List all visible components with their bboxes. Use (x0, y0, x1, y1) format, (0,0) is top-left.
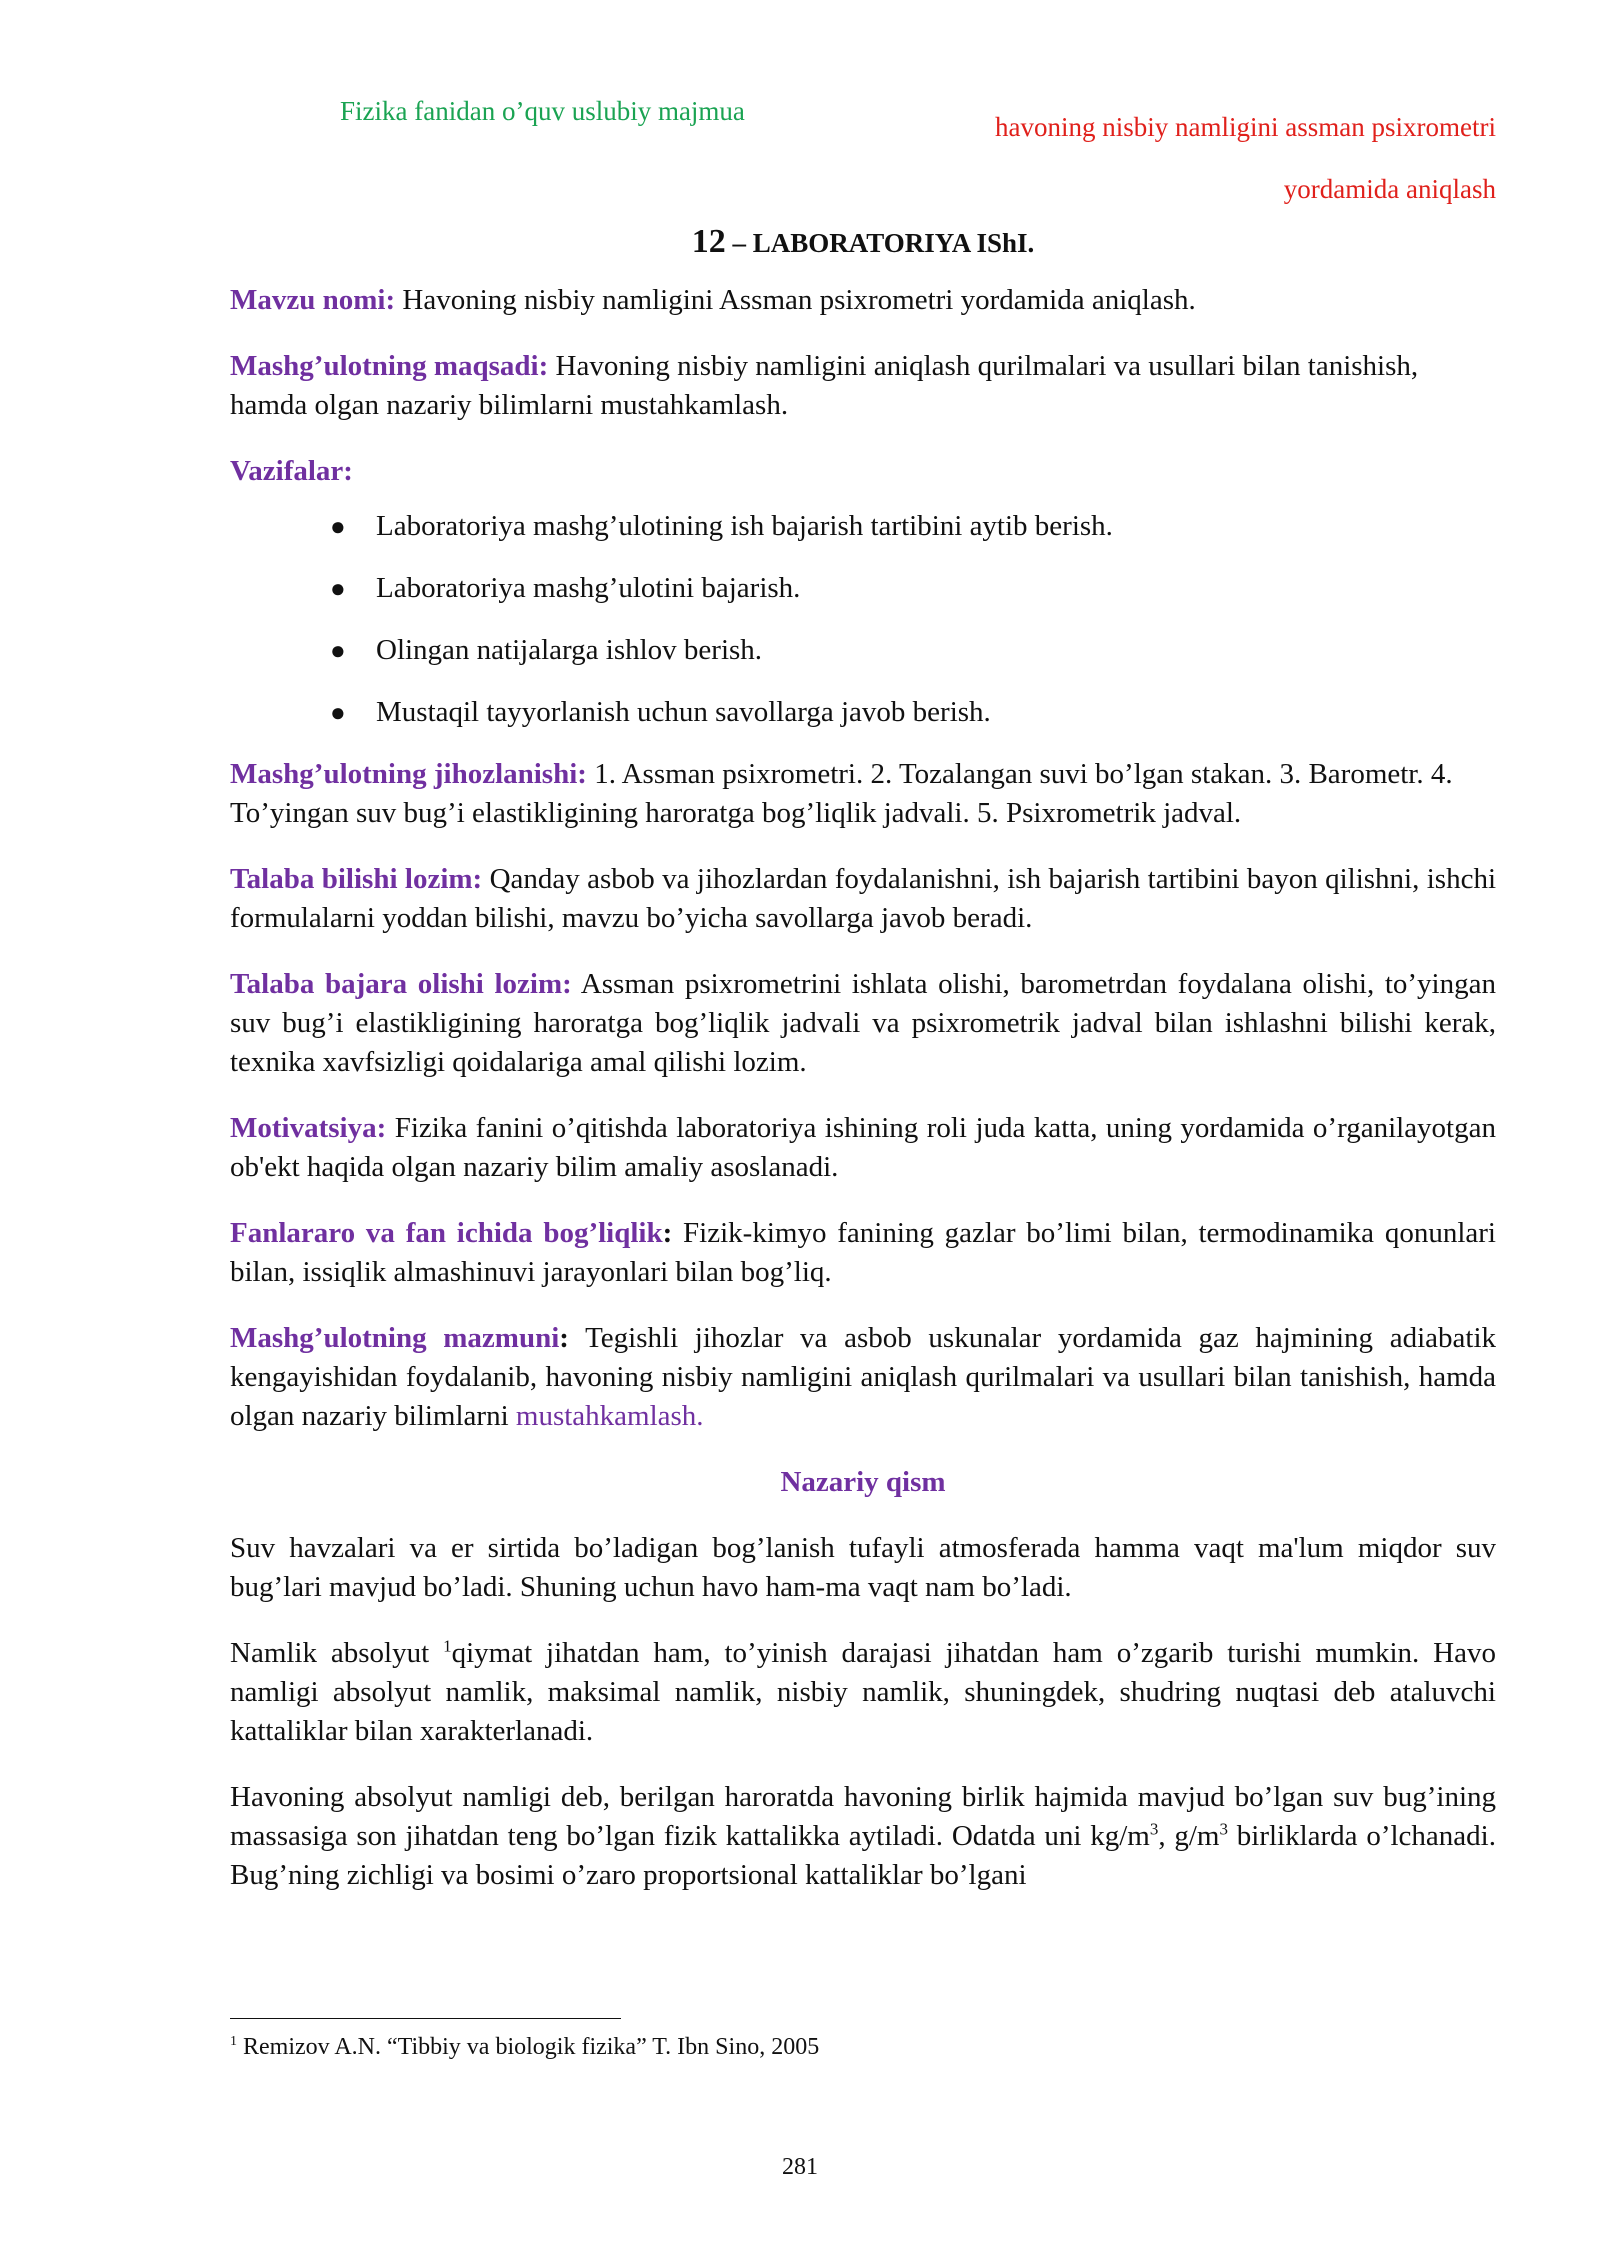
content-text: Tegishli jihozlar va asbob uskunalar yordamida gaz hajmining adiabatik kengayishidan foydalanib, havoning nisbiy namligini aniqlash qurilmalari va usullari bilan tanishish, hamda olgan nazariy bilimlarni (230, 1322, 1496, 1432)
motivation-text: Fizika fanini o’qitishda laboratoriya ishining roli juda katta, uning yordamida o’rganilayotgan ob'ekt haqida olgan nazariy bilim amaliy asoslanadi. (230, 1112, 1496, 1183)
task-text: Mustaqil tayyorlanish uchun savollarga javob berish. (376, 696, 991, 728)
equipment-text: 1. Assman psixrometri. 2. Tozalangan suvi bo’lgan stakan. 3. Barometr. 4. To’yingan suv bug’i elastikligining haroratga bog’liqlik jadvali. 5. Psixrometrik jadval. (230, 758, 1453, 829)
footnote-separator (230, 2018, 621, 2019)
list-item (330, 693, 1496, 732)
content-text-end: mustahkamlash. (515, 1400, 704, 1432)
list-item (330, 569, 1496, 608)
tasks-list (230, 507, 1496, 732)
motivation-paragraph (230, 1109, 1496, 1187)
list-item (330, 507, 1496, 546)
theory-p3-c: birliklarda o’lchanadi. Bug’ning zichligi va bosimi o’zaro proportsional kattaliklar bo’lgani (230, 1820, 1496, 1891)
task-text: Laboratoriya mashg’ulotini bajarish. (376, 572, 801, 604)
goal-paragraph (230, 347, 1496, 425)
bullet-icon: ● (330, 512, 346, 541)
task-text: Olingan natijalarga ishlov berish. (376, 634, 763, 666)
theory-paragraph-3 (230, 1778, 1496, 1895)
skills-text: Assman psixrometrini ishlata olishi, barometrdan foydalana olishi, to’yingan suv bug’i elastikligining haroratga bog’liqlik jadvali va psixrometrik jadval bilan ishlashni bilishi kerak, texnika xavfsizligi qoidalariga amal qilishi lozim. (230, 968, 1496, 1078)
bullet-icon: ● (330, 636, 346, 665)
theory-p2-rest: qiymat jihatdan ham, to’yinish darajasi jihatdan ham o’zgarib turishi mumkin. Havo namligi absolyut namlik, maksimal namlik, nisbiy namlik, shuningdek, shudring nuqtasi deb ataluvchi kattaliklar bilan xarakterlanadi. (230, 1637, 1496, 1747)
task-text: Laboratoriya mashg’ulotining ish bajarish tartibini aytib berish. (376, 510, 1113, 542)
equipment-label: Mashg’ulotning jihozlanishi: (230, 758, 587, 790)
list-item (330, 631, 1496, 670)
title-dash: – (725, 228, 753, 258)
running-header-right-line1: havoning nisbiy namligini assman psixrometri (995, 112, 1496, 142)
topic-paragraph (230, 281, 1496, 320)
theory-p3-b: , g/m (1158, 1820, 1220, 1852)
knowledge-paragraph (230, 860, 1496, 938)
theory-heading: Nazariy qism (780, 1466, 946, 1498)
title-number: 12 (691, 223, 726, 260)
main-content (230, 222, 1496, 1922)
knowledge-label: Talaba bilishi lozim: (230, 863, 483, 895)
interdisciplinary-text: Fizik-kimyo fanining gazlar bo’limi bilan, termodinamika qonunlari bilan, issiqlik almashinuvi jarayonlari bilan bog’liq. (230, 1217, 1496, 1288)
superscript: 3 (1149, 1819, 1159, 1839)
knowledge-text: Qanday asbob va jihozlardan foydalanishni, ish bajarish tartibini bayon qilishni, ishchi formulalarni yoddan bilishi, mavzu bo’yicha savollarga javob beradi. (230, 863, 1496, 934)
page-number: 281 (782, 2154, 818, 2180)
footnote (230, 2034, 819, 2061)
theory-p2-start: Namlik absolyut (230, 1637, 444, 1669)
equipment-paragraph (230, 755, 1496, 833)
motivation-label: Motivatsiya: (230, 1112, 387, 1144)
goal-text: Havoning nisbiy namligini aniqlash qurilmalari va usullari bilan tanishish, hamda olgan nazariy bilimlarni mustahkamlash. (230, 350, 1419, 421)
topic-label: Mavzu nomi: (230, 284, 396, 316)
skills-paragraph (230, 965, 1496, 1082)
running-header-right (896, 96, 1496, 220)
footnote-text: Remizov A.N. “Tibbiy va biologik fizika” T. Ibn Sino, 2005 (237, 2034, 820, 2060)
theory-paragraph-1: Suv havzalari va er sirtida bo’ladigan bog’lanish tufayli atmosferada hamma vaqt ma'lum miqdor suv bug’lari mavjud bo’ladi. Shuning uchun havo ham-ma vaqt nam bo’ladi. (230, 1532, 1496, 1603)
theory-paragraph-2 (230, 1634, 1496, 1751)
running-header-right-line2: yordamida aniqlash (1283, 174, 1496, 204)
interdisciplinary-colon: : (662, 1217, 673, 1249)
bullet-icon: ● (330, 698, 346, 727)
content-paragraph (230, 1319, 1496, 1436)
bullet-icon: ● (330, 574, 346, 603)
interdisciplinary-label: Fanlararo va fan ichida bog’liqlik (230, 1217, 663, 1249)
tasks-heading-paragraph (230, 452, 1496, 491)
running-header-left: Fizika fanidan o’quv uslubiy majmua (340, 96, 745, 126)
theory-p3-a: Havoning absolyut namligi deb, berilgan haroratda havoning birlik hajmida mavjud bo’lgan suv bug’ining massasiga son jihatdan teng bo’lgan fizik kattalikka aytiladi. Odatda uni kg/m (230, 1781, 1496, 1852)
skills-label: Talaba bajara olishi lozim: (230, 968, 572, 1000)
tasks-label: Vazifalar: (230, 455, 353, 487)
goal-label: Mashg’ulotning maqsadi: (230, 350, 549, 382)
superscript: 3 (1219, 1819, 1228, 1839)
topic-text: Havoning nisbiy namligini Assman psixrometri yordamida aniqlash. (395, 284, 1196, 316)
content-label: Mashg’ulotning mazmuni (230, 1322, 560, 1354)
page-title (230, 222, 1496, 263)
content-colon: : (559, 1322, 569, 1354)
footnote-mark: 1 (230, 2034, 237, 2049)
footnote-reference: 1 (443, 1636, 452, 1656)
interdisciplinary-paragraph (230, 1214, 1496, 1292)
title-text: LABORATORIYA IShI. (752, 228, 1035, 258)
